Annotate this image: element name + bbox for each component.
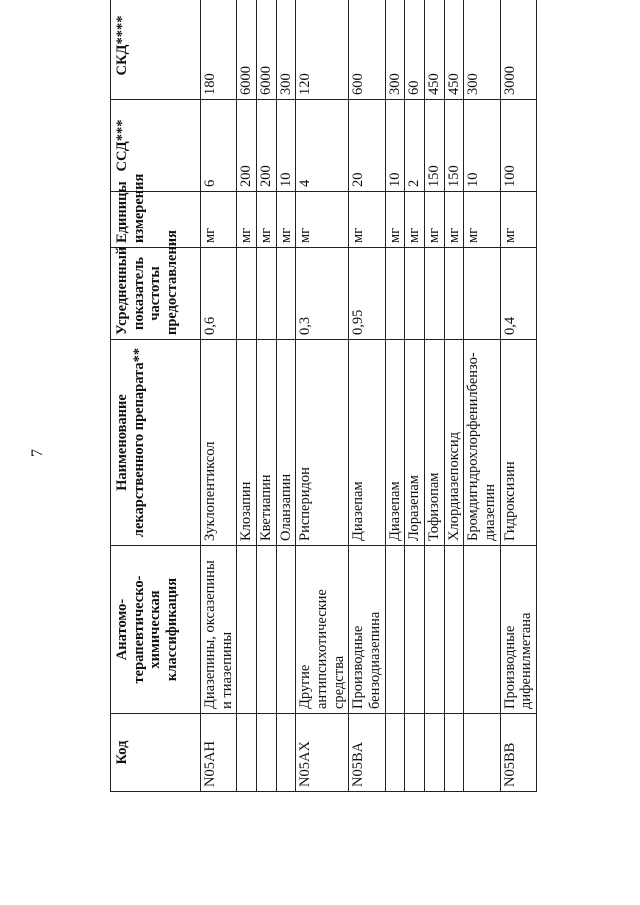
cell-ssd: 4 [296, 100, 349, 192]
cell-unit: мг [405, 192, 425, 248]
cell-code: N05BB [500, 714, 536, 792]
cell-skd: 450 [444, 0, 464, 100]
rotated-table-wrapper [110, 0, 610, 792]
cell-code: N05AH [201, 714, 237, 792]
cell-code [385, 714, 405, 792]
cell-name: Кветиапин [257, 340, 277, 546]
cell-skd: 60 [405, 0, 425, 100]
cell-ssd: 20 [349, 100, 385, 192]
cell-freq [444, 248, 464, 340]
page-number: 7 [29, 449, 46, 457]
cell-skd: 300 [464, 0, 500, 100]
cell-code [425, 714, 445, 792]
cell-atc [425, 546, 445, 714]
cell-skd: 120 [296, 0, 349, 100]
cell-code [444, 714, 464, 792]
cell-freq [425, 248, 445, 340]
cell-code [405, 714, 425, 792]
cell-skd: 300 [385, 0, 405, 100]
table-row [385, 0, 405, 792]
cell-unit: мг [276, 192, 296, 248]
table-row [425, 0, 445, 792]
cell-name: Диазепам [385, 340, 405, 546]
table-row [500, 0, 536, 792]
cell-ssd: 10 [464, 100, 500, 192]
table-row [276, 0, 296, 792]
cell-freq: 0,4 [500, 248, 536, 340]
cell-unit: мг [464, 192, 500, 248]
cell-skd: 300 [276, 0, 296, 100]
cell-ssd: 10 [385, 100, 405, 192]
cell-atc [464, 546, 500, 714]
drug-table [110, 0, 537, 792]
cell-ssd: 10 [276, 100, 296, 192]
header-name: Наименование лекарственного препарата** [111, 340, 201, 546]
header-skd: СКД**** [111, 0, 201, 100]
cell-skd: 600 [349, 0, 385, 100]
table-row [201, 0, 237, 792]
cell-atc [257, 546, 277, 714]
cell-atc [444, 546, 464, 714]
table-body [201, 0, 537, 792]
cell-code [257, 714, 277, 792]
cell-skd: 6000 [237, 0, 257, 100]
table-row [349, 0, 385, 792]
cell-freq [237, 248, 257, 340]
cell-name: Лоразепам [405, 340, 425, 546]
cell-skd: 450 [425, 0, 445, 100]
cell-unit: мг [237, 192, 257, 248]
table-row [444, 0, 464, 792]
cell-code [276, 714, 296, 792]
cell-name: Диазепам [349, 340, 385, 546]
cell-unit: мг [444, 192, 464, 248]
cell-ssd: 100 [500, 100, 536, 192]
cell-atc [237, 546, 257, 714]
table-row [237, 0, 257, 792]
table-row [257, 0, 277, 792]
cell-code [237, 714, 257, 792]
cell-unit: мг [201, 192, 237, 248]
table-row [464, 0, 500, 792]
cell-name: Хлордиазепоксид [444, 340, 464, 546]
cell-freq: 0,6 [201, 248, 237, 340]
cell-atc [405, 546, 425, 714]
cell-name: Тофизопам [425, 340, 445, 546]
cell-atc [276, 546, 296, 714]
table-row [405, 0, 425, 792]
cell-name: Оланзапин [276, 340, 296, 546]
header-ssd: ССД*** [111, 100, 201, 192]
cell-name: Бромдигидрохлорфенилбензо-диазепин [464, 340, 500, 546]
cell-name: Рисперидон [296, 340, 349, 546]
cell-code [464, 714, 500, 792]
cell-atc: Другие антипсихотические средства [296, 546, 349, 714]
cell-ssd: 6 [201, 100, 237, 192]
cell-code: N05AX [296, 714, 349, 792]
cell-atc: Производные бензодиазепина [349, 546, 385, 714]
cell-atc: Диазепины, оксазепины и тиазепины [201, 546, 237, 714]
header-code: Код [111, 714, 201, 792]
cell-unit: мг [500, 192, 536, 248]
cell-code: N05BA [349, 714, 385, 792]
cell-freq: 0,95 [349, 248, 385, 340]
cell-unit: мг [425, 192, 445, 248]
cell-freq [405, 248, 425, 340]
cell-skd: 3000 [500, 0, 536, 100]
cell-ssd: 200 [237, 100, 257, 192]
cell-freq [276, 248, 296, 340]
cell-ssd: 150 [444, 100, 464, 192]
cell-unit: мг [349, 192, 385, 248]
cell-ssd: 200 [257, 100, 277, 192]
cell-atc [385, 546, 405, 714]
cell-unit: мг [296, 192, 349, 248]
table-header-row [111, 0, 201, 792]
cell-unit: мг [257, 192, 277, 248]
cell-name: Клозапин [237, 340, 257, 546]
header-freq: Усредненный показатель частоты предоставления [111, 248, 201, 340]
cell-skd: 6000 [257, 0, 277, 100]
header-atc: Анатомо-терапевтическо-химическая классификация [111, 546, 201, 714]
cell-skd: 180 [201, 0, 237, 100]
cell-freq: 0,3 [296, 248, 349, 340]
cell-name: Зуклопентиксол [201, 340, 237, 546]
cell-ssd: 2 [405, 100, 425, 192]
cell-unit: мг [385, 192, 405, 248]
cell-ssd: 150 [425, 100, 445, 192]
cell-freq [464, 248, 500, 340]
cell-freq [257, 248, 277, 340]
table-row [296, 0, 349, 792]
header-unit: Единицы измерения [111, 192, 201, 248]
cell-atc: Производные дифенилметана [500, 546, 536, 714]
cell-freq [385, 248, 405, 340]
cell-name: Гидроксизин [500, 340, 536, 546]
